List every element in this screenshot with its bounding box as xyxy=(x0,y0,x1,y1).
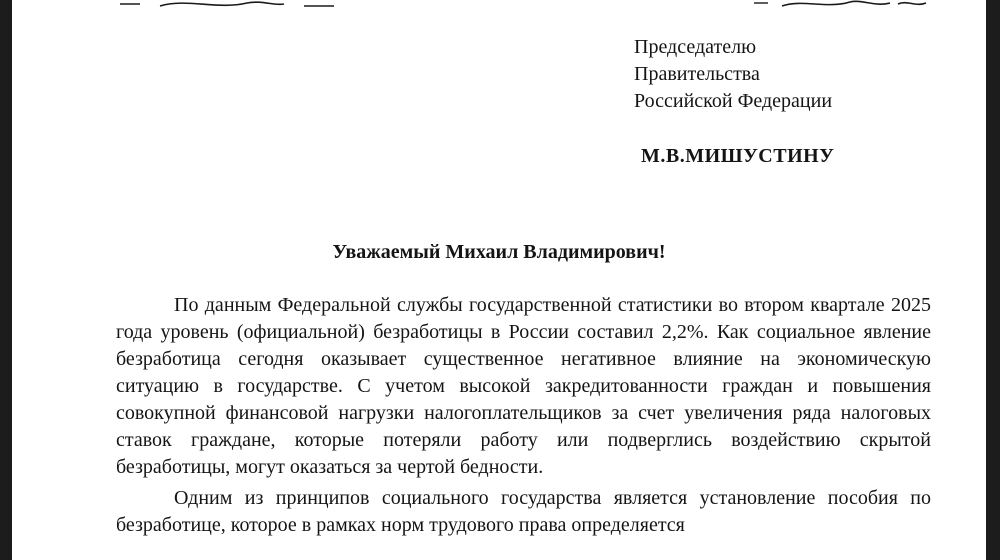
letter-page xyxy=(12,0,986,560)
background-edge-left xyxy=(0,0,12,560)
background-edge-right xyxy=(986,0,1000,560)
handwritten-date-marks xyxy=(12,0,986,16)
addressee-name: М.В.МИШУСТИНУ xyxy=(641,145,835,167)
recipient-line-1: Председателю xyxy=(634,36,757,58)
recipient-line-3: Российской Федерации xyxy=(634,90,833,112)
salutation: Уважаемый Михаил Владимирович! xyxy=(332,241,666,263)
body-paragraph: По данным Федеральной службы государственной статистики во втором квартале 2025 года уровень (официальной) безработицы в России составил 2,2%. Как социальное явление безработица сегодня оказывает существенное негативное влияние на экономическую ситуацию в государстве. С учетом высокой закредитованности граждан и повышения совокупной финансовой нагрузки налогоплательщиков за счет увеличения ряда налоговых ставок граждане, которые потеряли работу или подверглись воздействию скрытой безработицы, могут оказаться за чертой бедности. xyxy=(116,294,931,478)
letter-body xyxy=(116,292,931,539)
recipient-block xyxy=(634,34,832,115)
body-paragraph: Одним из принципов социального государства является установление пособия по безработице, которое в рамках норм трудового права определяется xyxy=(116,487,931,536)
recipient-line-2: Правительства xyxy=(634,63,760,85)
